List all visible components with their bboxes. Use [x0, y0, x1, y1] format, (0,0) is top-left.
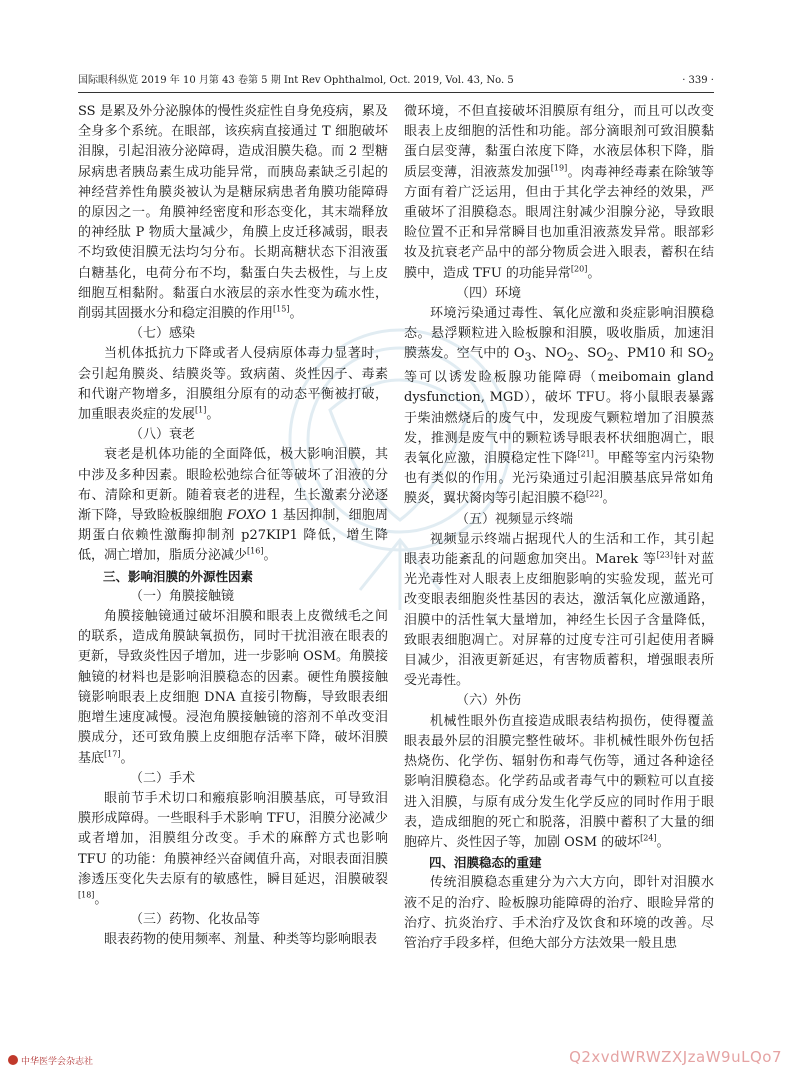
subheading-environment: （四）环境 [456, 285, 522, 301]
publisher-mark-icon [8, 1055, 18, 1065]
subheading-drugs-cosmetics: （三）药物、化妆品等 [130, 912, 261, 928]
right-column [404, 102, 714, 954]
running-header [78, 74, 714, 88]
left-column [78, 102, 388, 951]
header-divider [78, 92, 714, 93]
page-number: · 339 · [682, 75, 714, 86]
paragraph: 眼表药物的使用频率、剂量、种类等均影响眼表 [104, 932, 378, 948]
subheading-video-display: （五）视频显示终端 [456, 511, 574, 527]
subheading-aging: （八）衰老 [130, 427, 196, 443]
journal-citation: 国际眼科纵览 2019 年 10 月第 43 卷第 5 期 Int Rev Ophthalmol, Oct. 2019, Vol. 43, No. 5 [78, 75, 514, 86]
section-heading: 三、影响泪膜的外源性因素 [103, 568, 254, 584]
subheading-contact-lens: （一）角膜接触镜 [130, 588, 235, 604]
paragraph: 微环境，不但直接破坏泪膜原有组分，而且可以改变眼表上皮细胞的活性和功能。部分滴眼剂可致泪膜黏蛋白层变薄，黏蛋白浓度下降，水液层体积下降，脂质层变薄，泪液蒸发加强[19]。肉毒神经毒素在除皱等方面有着广泛运用，但由于其化学去神经的效果，严重破坏了泪膜稳态。眼周注射减少泪腺分泌，导致眼睑位置不正和异常瞬目也加重泪液蒸发异常。眼部彩妆及抗衰老产品中的部分物质会进入眼表，蓄积在结膜中，造成 TFU 的功能异常[20]。 [404, 104, 714, 281]
paragraph: 环境污染通过毒性、氧化应激和炎症影响泪膜稳态。悬浮颗粒进入睑板腺和泪膜，吸收脂质，加速泪膜蒸发。空气中的 $O_3$、$NO_2$、$SO_2$、PM10 和 $SO_2$ 等可以诱发睑板腺功能障碍（meibomain gland dysfunction, MGD），破坏 TFU。将小鼠眼表暴露于柴油燃烧后的废气中，发现废气颗粒增加了泪膜蒸发，推测是废气中的颗粒诱导眼表杯状细胞凋亡，眼表氧化应激，泪膜稳定性下降[21]。甲醛等室内污染物也有类似的作用。光污染通过引起泪膜基底异常如角膜炎，翼状胬肉等引起泪膜不稳[22]。 [404, 306, 714, 507]
paragraph: 角膜接触镜通过破坏泪膜和眼表上皮微绒毛之间的联系，造成角膜缺氧损伤，同时干扰泪液在眼表的更新，导致炎性因子增加，进一步影响 OSM。角膜接触镜的材料也是影响泪膜稳态的因素。硬性角膜接触镜影响眼表上皮细胞 DNA 直接引物酶，导致眼表细胞增生速度减慢。浸泡角膜接触镜的溶剂不单改变泪膜成分，还可致角膜上皮细胞存活率下降，破坏泪膜基底[17]。 [78, 609, 389, 766]
paragraph: 当机体抵抗力下降或者人侵病原体毒力显著时，会引起角膜炎、结膜炎等。致病菌、炎性因子、毒素和代谢产物增多，泪膜组分原有的动态平衡被打破，加重眼表炎症的发展[1]。 [78, 346, 388, 423]
paragraph: 机械性眼外伤直接造成眼表结构损伤，使得覆盖眼表最外层的泪膜完整性破坏。非机械性眼外伤包括热烧伤、化学伤、辐射伤和毒气伤等，通过各种途径影响泪膜稳态。化学药品或者毒气中的颗粒可以直接进入泪膜，与原有成分发生化学反应的同时作用于眼表，造成细胞的死亡和脱落，泪膜中蓄积了大量的细胞碎片、炎性因子等，加剧 OSM 的破坏[24]。 [404, 713, 714, 850]
paragraph: 衰老是机体功能的全面降低，极大影响泪膜，其中涉及多种因素。眼睑松弛综合征等破坏了泪液的分布、清除和更新。随着衰老的进程，生长激素分泌逐渐下降，导致睑板腺细胞 FOXO 1 基因抑制，细胞周期蛋白依赖性激酶抑制剂 p27KIP1 降低，增生降低，凋亡增加，脂质分泌减少[16]。 [78, 447, 388, 564]
subheading-infection: （七）感染 [130, 326, 196, 342]
paragraph: SS 是累及外分泌腺体的慢性炎症性自身免疫病，累及全身多个系统。在眼部，该疾病直接通过 T 细胞破坏泪腺，引起泪液分泌障碍，造成泪膜失稳。而 2 型糖尿病患者胰岛素生成功能异常，而胰岛素缺乏引起的神经营养性角膜炎被认为是糖尿病患者角膜功能障碍的原因之一。角膜神经密度和形态变化，其末端释放的神经肽 P 物质大量减少，角膜上皮迁移减弱，眼表不均致使泪膜无法均匀分布。长期高糖状态下泪液蛋白糖基化，电荷分布不均，黏蛋白失去极性，与上皮细胞互相黏附。黏蛋白水液层的亲水性变为疏水性，削弱其固摄水分和稳定泪膜的作用[15]。 [78, 104, 388, 322]
paragraph: 视频显示终端占据现代人的生活和工作，其引起眼表功能紊乱的问题愈加突出。Marek 等[23]针对蓝光光毒性对人眼表上皮细胞影响的实验发现，蓝光可改变眼表细胞炎性基因的表达，激活氧化应激通路，泪膜中的活性氧大量增加，神经生长因子含量降低，致眼表细胞凋亡。对屏幕的过度专注可引起使用者瞬目减少，泪液更新延迟，有害物质蓄积，增强眼表所受光毒性。 [404, 531, 714, 689]
subheading-trauma: （六）外伤 [456, 693, 522, 709]
paragraph: 眼前节手术切口和瘢痕影响泪膜基底，可导致泪膜形成障碍。一些眼科手术影响 TFU，泪膜分泌减少或者增加，泪膜组分改变。手术的麻醉方式也影响 TFU 的功能：角膜神经兴奋阈值升高，对眼表面泪膜渗透压变化失去原有的敏感性，瞬目延迟，泪膜破裂[18]。 [78, 790, 388, 907]
watermark-code: Q2xvdWRWZXJzaW9uLQo7 [569, 1048, 782, 1066]
publisher-logo: 中华医学会杂志社 [8, 1054, 93, 1067]
paragraph: 传统泪膜稳态重建分为六大方向，即针对泪膜水液不足的治疗、睑板腺功能障碍的治疗、眼睑异常的治疗、抗炎治疗、手术治疗及饮食和环境的改善。尽管治疗手段多样，但绝大部分方法效果一般且患 [404, 875, 714, 951]
section-heading: 四、泪膜稳态的重建 [429, 855, 542, 871]
subheading-surgery: （二）手术 [130, 770, 196, 786]
